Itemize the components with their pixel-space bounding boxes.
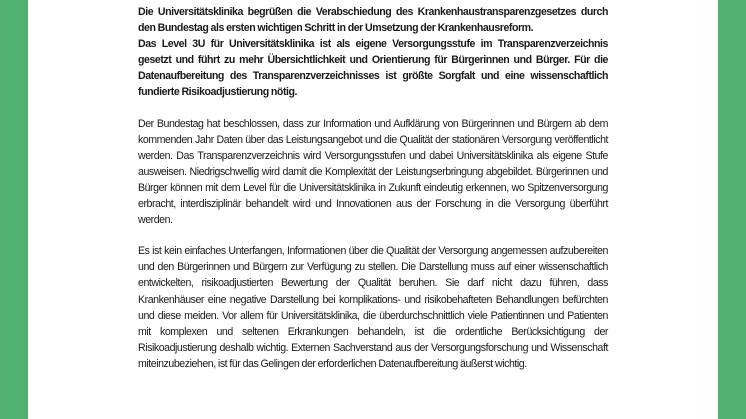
- document-content: [138, 4, 608, 372]
- paragraph-gap: [138, 101, 608, 116]
- paragraph-gap: [138, 228, 608, 243]
- lead-paragraph-1: Die Universitätsklinika begrüßen die Verabschiedung des Krankenhaustransparenzgesetzes durch den Bundestag als ersten wichtigen Schritt in der Umsetzung der Krankenhausreform.: [138, 6, 608, 35]
- lead-paragraph-2: Das Level 3U für Universitätsklinika ist als eigene Versorgungsstufe im Transparenzverzeichnis gesetzt und führt zu mehr Übersichtlichkeit und Orientierung für Bürgerinnen und Bürger. Für die Datenaufbereitung des Transparenzverzeichnisses ist größte Sorgfalt und eine wissenschaftlich fundierte Risikoadjustierung nötig.: [138, 38, 608, 99]
- body-paragraph-1: Der Bundestag hat beschlossen, dass zur Information und Aufklärung von Bürgerinnen und Bürgern ab dem kommenden Jahr Daten über das Leistungsangebot und die Qualität der stationären Versorgung veröffentlicht werden. Das Transparenzverzeichnis wird Versorgungsstufen und dabei Universitätsklinika als eigene Stufe ausweisen. Niedrigschwellig wird damit die Komplexität der Leistungserbringung abgebildet. Bürgerinnen und Bürger können mit dem Level für die Universitätsklinika in Zukunft eindeutig erkennen, wo Spitzenversorgung erbracht, interdisziplinär behandelt wird und Innovationen aus der Forschung in die Versorgung überführt werden.: [138, 117, 608, 227]
- document-page: [28, 0, 718, 419]
- body-paragraph-2: Es ist kein einfaches Unterfangen, Informationen über die Qualität der Versorgung angemessen aufzubereiten und den Bürgerinnen und Bürgern zur Verfügung zu stellen. Die Darstellung muss auf einer wissenschaftlich entwickelten, risikoadjustierten Bewertung der Qualität beruhen. Sie darf nicht dazu führen, dass Krankenhäuser eine negative Darstellung bei komplikations- und risikobehafteten Behandlungen befürchten und diese meiden. Vor allem für Universitätsklinika, die überdurchschnittlich viele Patientinnen und Patienten mit komplexen und seltenen Erkrankungen behandeln, ist die ordentliche Berücksichtigung der Risikoadjustierung deshalb wichtig. Externen Sachverstand aus der Versorgungsforschung und Wissenschaft miteinzubeziehen, ist für das Gelingen der erforderlichen Datenaufbereitung äußerst wichtig.: [138, 245, 608, 370]
